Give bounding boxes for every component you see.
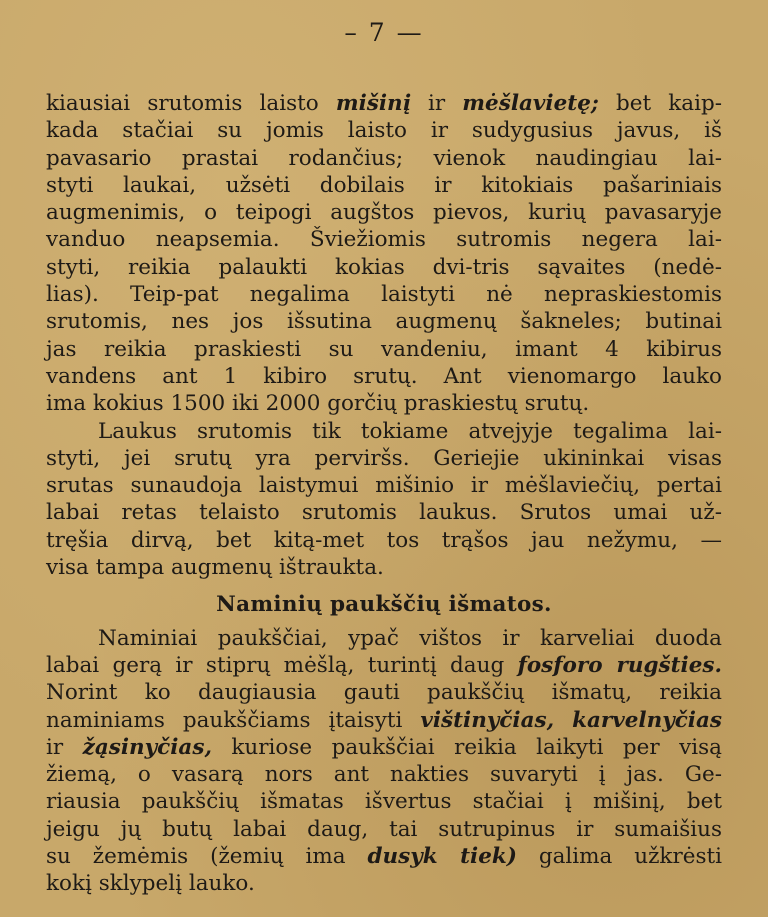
text-line — [46, 418, 722, 445]
text-segment: styti laukai, užsėti dobilais ir kitokiais pašariniais — [46, 172, 722, 198]
text-line — [46, 870, 722, 897]
text-segment: žiemą, o vasarą nors ant nakties suvaryti į jas. Ge- — [46, 762, 722, 788]
text-line — [46, 445, 722, 472]
text-segment: pavasario prastai rodančius; vienok naudingiau lai- — [46, 145, 722, 171]
text-segment: jeigu jų butų labai daug, tai sutrupinus ir sumaišius — [46, 816, 722, 842]
text-line — [46, 336, 722, 363]
text-segment: ir — [46, 734, 83, 760]
text-line — [46, 254, 722, 281]
text-segment: kokį sklypelį lauko. — [46, 871, 255, 897]
text-segment: vanduo neapsemia. Šviežiomis sutromis negera lai- — [46, 227, 722, 253]
text-line — [46, 788, 722, 815]
emphasized-term: karvelnyčias — [572, 707, 722, 733]
emphasized-term: mišinį — [335, 91, 411, 116]
text-segment: labai gerą ir stiprų mėšlą, turintį daug — [46, 652, 518, 678]
text-line — [46, 554, 722, 581]
text-segment: lias). Teip-pat negalima laistyti nė nepraskiestomis — [46, 282, 722, 308]
text-segment: Norint ko daugiausia gauti paukščių išmatų, reikia — [46, 680, 722, 706]
section-heading: Naminių paukščių išmatos. — [216, 592, 552, 618]
text-segment: kuriose paukščiai reikia laikyti per visą — [211, 734, 722, 760]
text-line — [46, 679, 722, 706]
text-segment: kiausiai srutomis laisto — [46, 91, 336, 116]
text-segment: kada stačiai su jomis laisto ir sudygusius javus, iš — [46, 118, 722, 144]
text-line — [46, 761, 722, 788]
text-segment: riausia paukščių išmatas išvertus stačiai į mišinį, bet — [46, 789, 722, 815]
paragraph-liquid-manure-watering — [46, 90, 722, 418]
text-line — [46, 472, 722, 499]
text-segment — [554, 708, 572, 733]
text-segment: bet kaip- — [598, 91, 722, 116]
text-line — [46, 145, 722, 172]
emphasized-term: fosforo rugšties. — [517, 652, 722, 678]
text-segment: visa tampa augmenų ištraukta. — [46, 555, 384, 581]
text-segment: su žemėmis (žemių ima — [46, 844, 368, 870]
text-line — [46, 843, 722, 870]
text-segment: Naminiai paukščiai, ypač vištos ir karveliai duoda — [98, 625, 722, 651]
page-number: – 7 — — [344, 18, 424, 47]
text-segment: vandens ant 1 kibiro srutų. Ant vienomargo lauko — [46, 363, 722, 389]
text-line — [46, 363, 722, 390]
text-line — [46, 90, 722, 117]
text-line — [46, 390, 722, 417]
text-line — [46, 652, 722, 679]
text-line — [46, 707, 722, 734]
emphasized-term: vištinyčias, — [420, 707, 555, 733]
text-line — [46, 117, 722, 144]
text-line — [46, 527, 722, 554]
paragraph-poultry-droppings — [46, 625, 722, 898]
text-line — [46, 308, 722, 335]
text-segment: ir — [410, 91, 463, 116]
text-segment: jas reikia praskiesti su vandeniu, imant 4 kibirus — [46, 336, 722, 362]
text-segment: ima kokius 1500 iki 2000 gorčių praskiestų srutų. — [46, 391, 590, 417]
text-segment: naminiams paukščiams įtaisyti — [46, 707, 421, 733]
text-line — [46, 172, 722, 199]
text-line — [46, 226, 722, 253]
text-line — [46, 199, 722, 226]
text-segment: augmenimis, o teipogi augštos pievos, kurių pavasaryje — [46, 200, 722, 226]
text-segment: labai retas telaisto srutomis laukus. Srutos umai už- — [46, 500, 722, 526]
text-segment: Laukus srutomis tik tokiame atvejyje tegalima lai- — [98, 418, 722, 444]
emphasized-term: dusyk tiek) — [367, 844, 517, 870]
text-segment: styti, jei srutų yra perviršs. Geriejie ukininkai visas — [46, 445, 722, 471]
text-segment: tręšia dirvą, bet kitą-met tos trąšos jau nežymu, — — [46, 527, 722, 553]
text-segment: srutomis, nes jos išsutina augmenų šakneles; butinai — [46, 309, 722, 335]
text-segment: galima užkrėsti — [516, 844, 722, 870]
emphasized-term: žąsinyčias, — [82, 734, 212, 760]
text-line — [46, 625, 722, 652]
text-line — [46, 499, 722, 526]
emphasized-term: mėšlavietę; — [462, 91, 599, 116]
text-segment: srutas sunaudoja laistymui mišinio ir mėšlaviečių, pertai — [46, 473, 722, 499]
text-line — [46, 816, 722, 843]
text-line — [46, 734, 722, 761]
text-segment: styti, reikia palaukti kokias dvi-tris sąvaites (nedė- — [46, 254, 722, 280]
paragraph-liquid-manure-usage — [46, 418, 722, 582]
text-line — [46, 281, 722, 308]
